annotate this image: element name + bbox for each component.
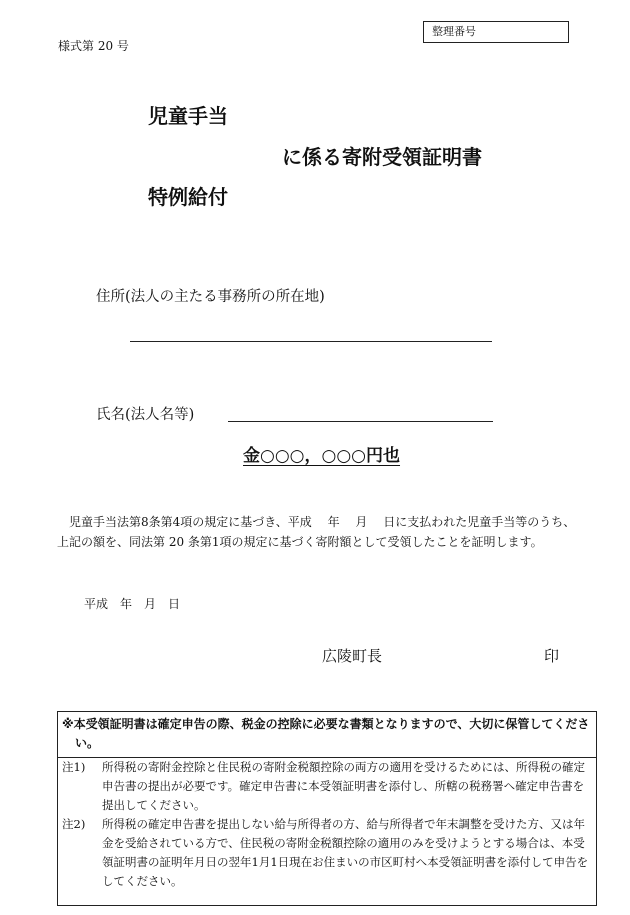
- note-item: [58, 758, 596, 815]
- note-label: 注2): [62, 817, 86, 831]
- issue-date: 平成 年 月 日: [84, 597, 181, 611]
- address-field-line[interactable]: [130, 341, 492, 342]
- notes-heading: [58, 712, 596, 758]
- reference-number-box: 整理番号: [423, 21, 569, 43]
- name-field-line[interactable]: [228, 421, 493, 422]
- title-line-2: に係る寄附受領証明書: [282, 145, 482, 169]
- note-text: 所得税の寄附金控除と住民税の寄附金税額控除の両方の適用を受けるためには、所得税の確定申告書の提出が必要です。確定申告書に本受領証明書を添付し、所轄の税務署へ確定申告書を提出してください。: [102, 760, 585, 812]
- address-label: 住所(法人の主たる事務所の所在地): [96, 289, 325, 305]
- note-label: 注1): [62, 760, 86, 774]
- note-text: 所得税の確定申告書を提出しない給与所得者の方、給与所得者で年末調整を受けた方、又は年金を受給されている方で、住民税の寄附金税額控除の適用のみを受けようとする場合は、本受領証明書の証明年月日の翌年1月1日現在お住まいの市区町村へ本受領証明書を添付して申告をしてください。: [102, 817, 589, 888]
- notes-box: [57, 711, 597, 906]
- name-label: 氏名(法人名等): [96, 407, 195, 423]
- notes-heading-text: ※本受領証明書は確定申告の際、税金の控除に必要な書類となりますので、大切に保管してください。: [62, 717, 590, 750]
- title-line-3: 特例給付: [148, 185, 228, 209]
- form-number: 様式第 20 号: [58, 39, 129, 53]
- title-line-1: 児童手当: [148, 104, 228, 128]
- issuer-title: 広陵町長: [322, 647, 383, 665]
- seal-mark: 印: [544, 647, 560, 665]
- donation-amount: 金○○○，○○○円也: [243, 446, 401, 466]
- note-item: [58, 815, 596, 891]
- certification-text: 児童手当法第8条第4項の規定に基づき、平成 年 月 日に支払われた児童手当等のうち、上記の額を、同法第 20 条第1項の規定に基づく寄附額として受領したことを証明します。: [57, 515, 576, 549]
